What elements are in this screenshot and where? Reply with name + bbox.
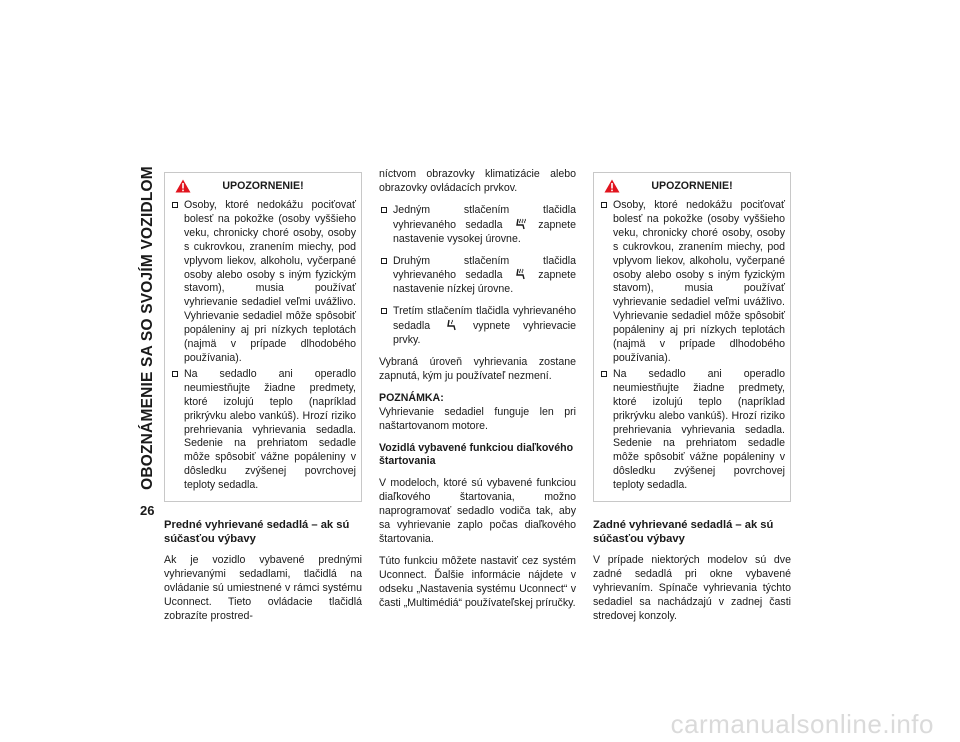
watermark: carmanualsonline.info [670, 709, 934, 739]
note-text: Vyhrievanie sedadiel funguje len pri naštartovanom motore. [379, 405, 576, 432]
paragraph: níctvom obrazovky klimatizácie alebo obrazovky ovládacích prvkov. [379, 168, 576, 194]
note [379, 392, 576, 434]
note-label: POZNÁMKA: [379, 391, 444, 404]
warning-title: UPOZORNENIE! [222, 180, 304, 192]
warning-item [170, 199, 356, 366]
square-bullet-icon [601, 371, 607, 377]
warning-item [599, 368, 785, 493]
section-heading: Predné vyhrievané sedadlá – ak sú súčasťou výbavy [164, 519, 350, 546]
list-item-text-pre: Jedným stlačením tlačidla vyhrievaného sedadla [393, 203, 576, 231]
list-item-text-post: vypnete vyhrievacie prvky. [393, 320, 577, 347]
heated-seat-icon [514, 218, 527, 230]
square-bullet-icon [381, 258, 387, 264]
paragraph: Ak je vozidlo vybavené prednými vyhrievanými sedadlami, tlačidlá na ovládanie sú umiestnené v rámci systému Uconnect. Tieto ovládacie tlačidlá zobrazíte prostred- [164, 554, 362, 622]
square-bullet-icon [381, 207, 387, 213]
side-section-title [134, 166, 162, 490]
square-bullet-icon [381, 308, 387, 314]
column-2 [379, 168, 576, 618]
warning-triangle-icon [604, 179, 620, 193]
heated-seat-icon [445, 319, 458, 331]
paragraph: Túto funkciu môžete nastaviť cez systém Uconnect. Ďalšie informácie nájdete v odseku „Nastavenia systému Uconnect“ v časti „Multimédiá“ používateľskej príručky. [379, 554, 576, 609]
warning-title: UPOZORNENIE! [651, 180, 733, 192]
list-item-text-post: zapnete nastavenie nízkej úrovne. [393, 269, 576, 296]
warning-header [170, 173, 356, 199]
paragraph: V prípade niektorých modelov sú dve zadné sedadlá pri okne vybavené vyhrievaním. Spínače vyhrievania týchto sedadiel sa nachádzajú v zadnej časti stredovej konzoly. [593, 554, 791, 622]
section-heading: Zadné vyhrievané sedadlá – ak sú súčasťou výbavy [593, 519, 774, 546]
warning-item-text: Na sedadlo ani operadlo neumiestňujte žiadne predmety, ktoré izolujú teplo (napríklad prikrývku alebo vankúš). Hrozí riziko prehrievania vyhrievania sedadla. Sedenie na prehriatom sedadle môže spôsobiť vážne popáleniny v dôsledku zvýšenej povrchovej teploty sedadla. [613, 367, 785, 492]
column-1 [164, 172, 362, 632]
subheading: Vozidlá vybavené funkciou diaľkového štartovania [379, 441, 574, 468]
warning-item [170, 368, 356, 493]
list-item [379, 305, 576, 348]
square-bullet-icon [172, 202, 178, 208]
warning-item-text: Osoby, ktoré nedokážu pociťovať bolesť na pokožke (osoby vyššieho veku, chronicky choré osoby, osoby s cukrovkou, zranením miechy, pod vplyvom liekov, alkoholu, vyčerpané osoby alebo osoby s iným fyzickým stavom), musia používať vyhrievanie sedadiel veľmi uvážlivo. Vyhrievanie sedadiel môže spôsobiť popáleniny aj pri nízkych teplotách (najmä v prípade dlhodobého používania). [613, 199, 785, 364]
warning-item-text: Osoby, ktoré nedokážu pociťovať bolesť na pokožke (osoby vyššieho veku, chronicky choré osoby, osoby s cukrovkou, zranením miechy, pod vplyvom liekov, alkoholu, vyčerpané osoby alebo osoby s iným fyzickým stavom), musia používať vyhrievanie sedadiel veľmi uvážlivo. Vyhrievanie sedadiel môže spôsobiť popáleniny aj pri nízkych teplotách (najmä v prípade dlhodobého používania). [184, 199, 356, 364]
list-item [379, 204, 576, 247]
warning-box-2 [593, 172, 791, 502]
paragraph: Vybraná úroveň vyhrievania zostane zapnutá, kým ju používateľ nezmení. [379, 355, 576, 382]
list-item-text-post: zapnete nastavenie vysokej úrovne. [393, 218, 576, 245]
square-bullet-icon [601, 202, 607, 208]
list-item [379, 255, 576, 298]
warning-triangle-icon [175, 179, 191, 193]
warning-box-1 [164, 172, 362, 502]
paragraph: V modeloch, ktoré sú vybavené funkciou diaľkového štartovania, možno naprogramovať sedadlo vodiča tak, aby sa vyhrievanie zaplo počas diaľkového štartovania. [379, 477, 576, 545]
warning-item [599, 199, 785, 366]
warning-header [599, 173, 785, 199]
warning-item-text: Na sedadlo ani operadlo neumiestňujte žiadne predmety, ktoré izolujú teplo (napríklad prikrývku alebo vankúš). Hrozí riziko prehrievania vyhrievania sedadla. Sedenie na prehriatom sedadle môže spôsobiť vážne popáleniny v dôsledku zvýšenej povrchovej teploty sedadla. [184, 367, 356, 492]
list-item-text-pre: Tretím stlačením tlačidla vyhrievaného sedadla [393, 305, 576, 333]
list-item-text-pre: Druhým stlačením tlačidla vyhrievaného sedadla [393, 254, 576, 282]
page-number: 26 [140, 503, 155, 518]
heated-seat-icon [514, 268, 527, 280]
column-3 [593, 172, 791, 632]
side-title-text: OBOZNÁMENIE SA SO SVOJÍM VOZIDLOM [139, 166, 156, 490]
square-bullet-icon [172, 371, 178, 377]
